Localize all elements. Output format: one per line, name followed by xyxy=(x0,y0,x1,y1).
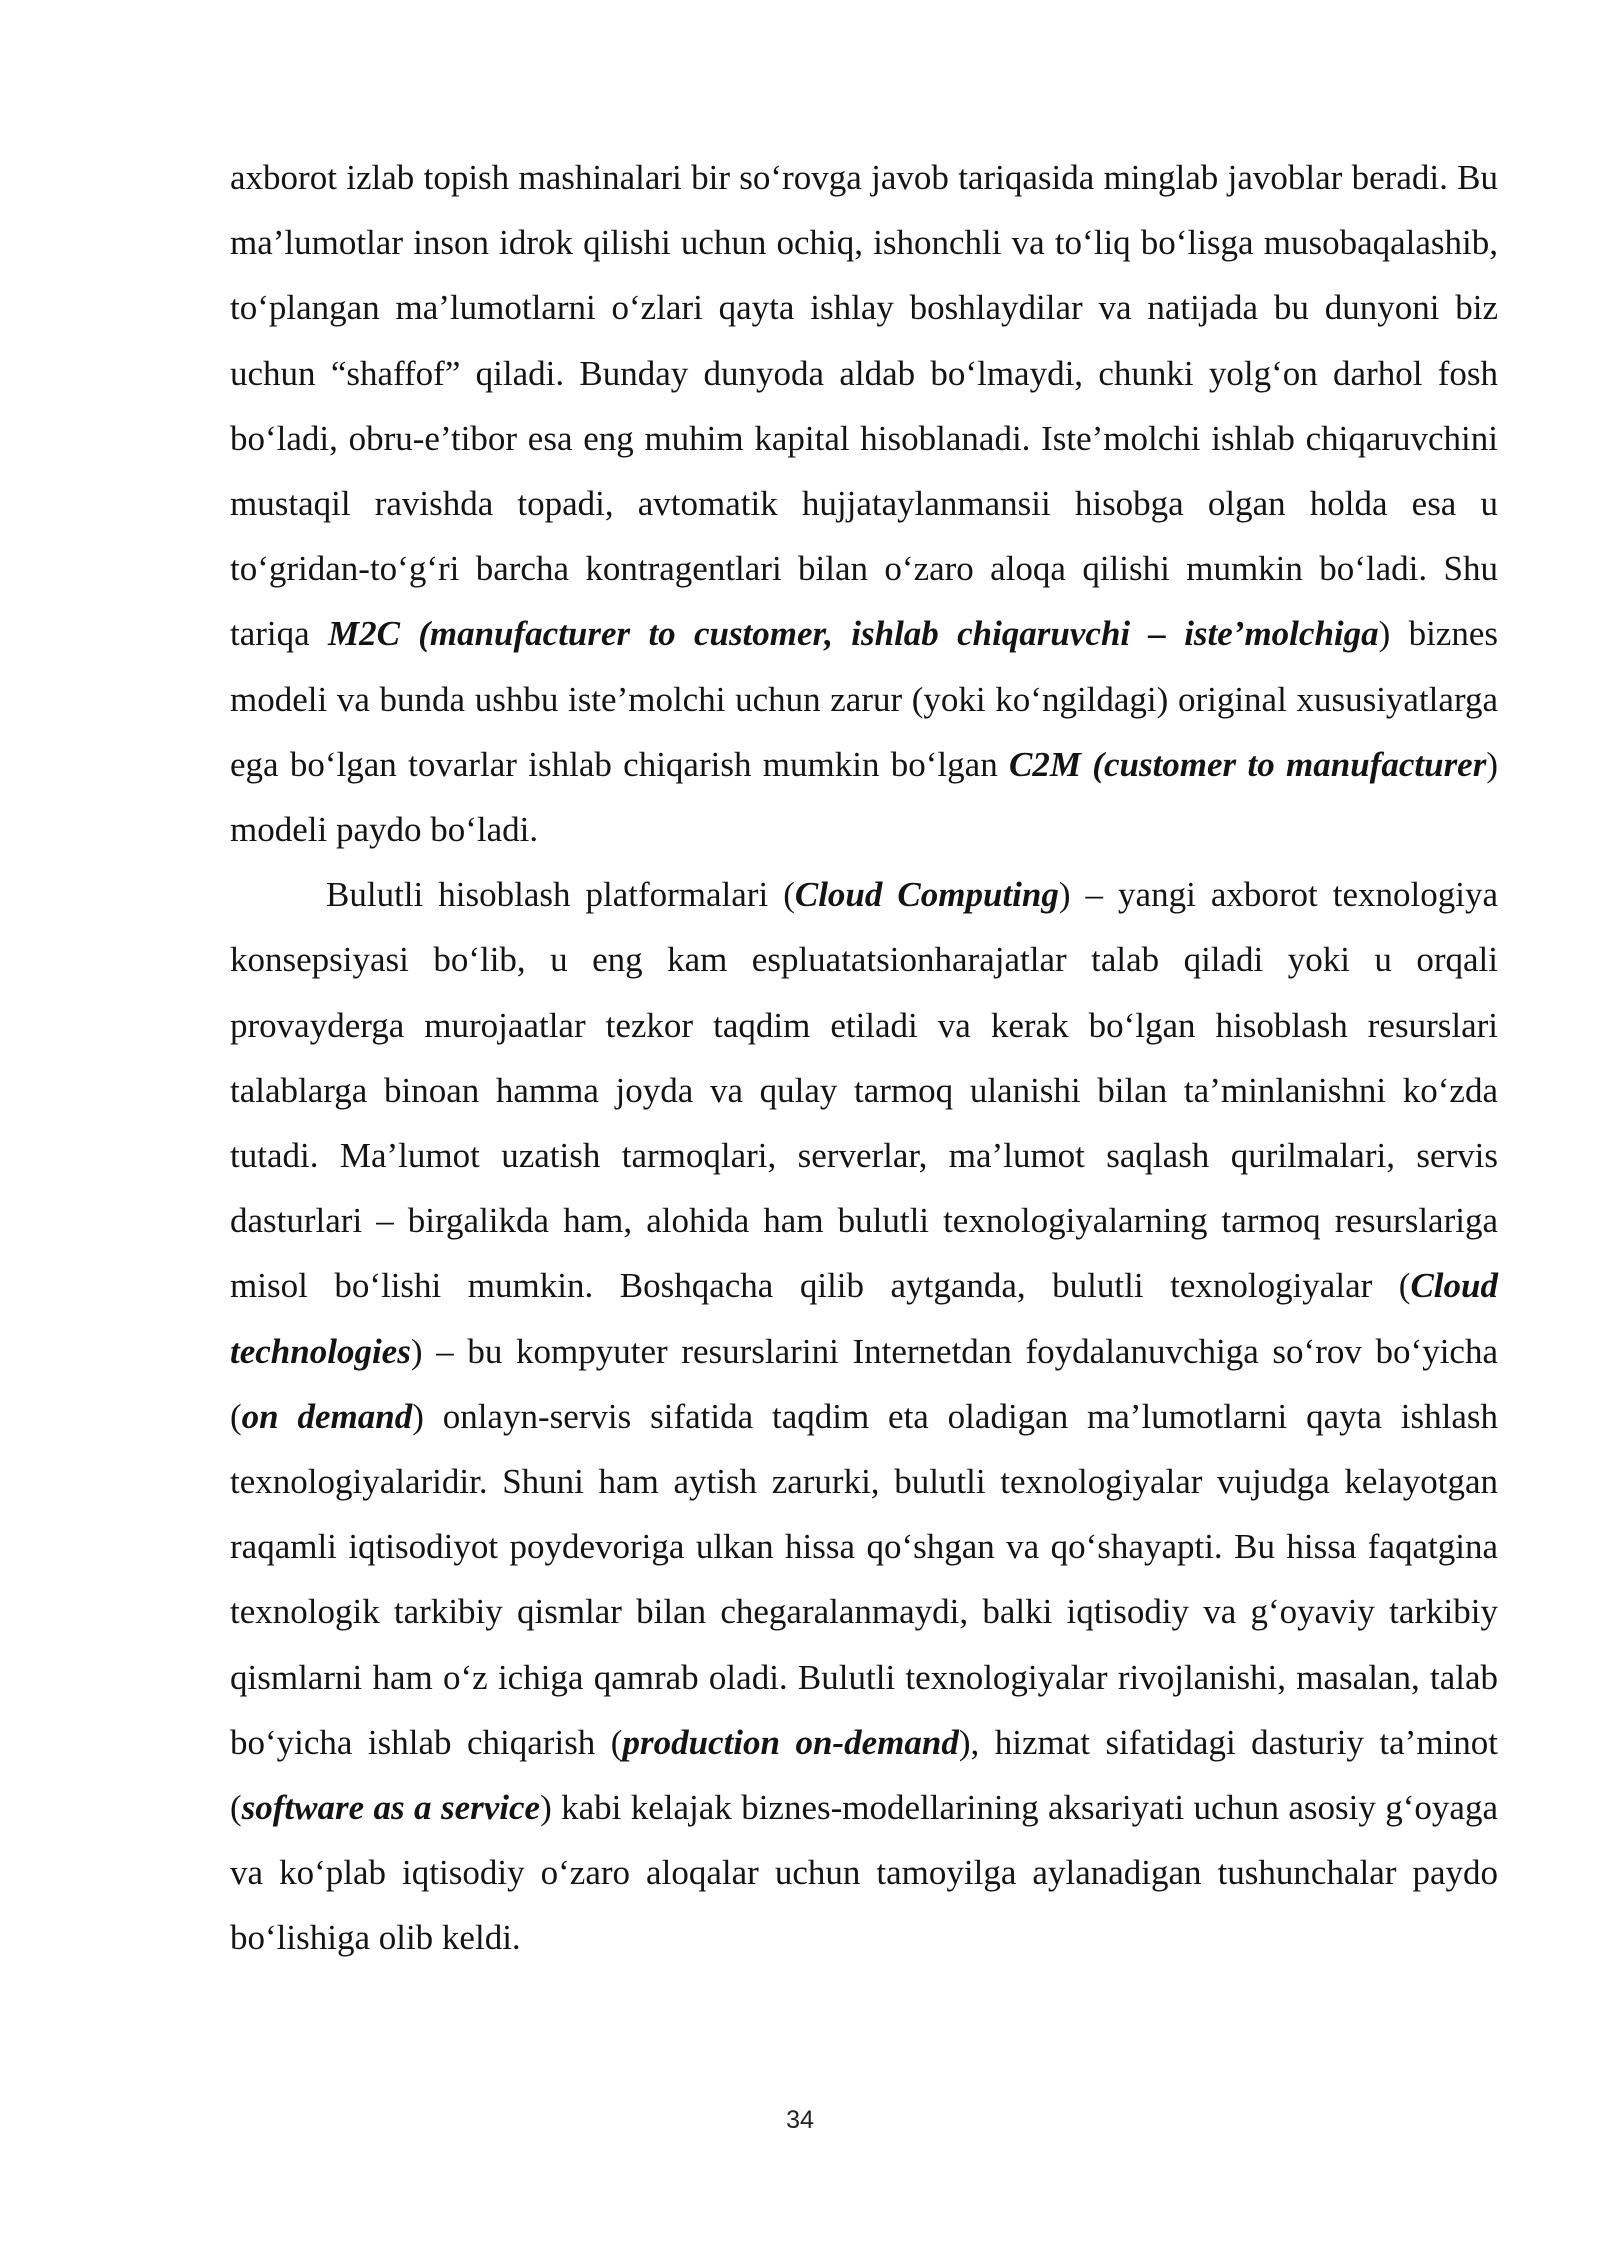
paragraph-2 xyxy=(230,862,1498,1970)
body-text xyxy=(230,145,1498,1971)
term-cloud-computing: Cloud Computing xyxy=(794,875,1059,915)
paragraph-1-text-2: ) biznes modeli va bunda ushbu iste’molchi uchun zarur (yoki ko‘ngildagi) original xususiyatlarga ega bo‘lgan tovarlar ishlab chiqarish mumkin bo‘lgan xyxy=(230,614,1498,784)
term-production-on-demand: production on-demand xyxy=(622,1722,959,1762)
paragraph-2-text-1: Bulutli hisoblash platformalari ( xyxy=(326,875,795,915)
paragraph-2-text-5: ), hizmat sifatidagi dasturiy ta’minot ( xyxy=(230,1722,1498,1828)
term-c2m: C2M (customer to manufacturer xyxy=(1009,744,1487,784)
paragraph-2-text-6: ) kabi kelajak biznes-modellarining aksariyati uchun asosiy g‘oyaga va ko‘plab iqtisodiy o‘zaro aloqalar uchun tamoyilga aylanadigan tushunchalar paydo bo‘lishiga olib keldi. xyxy=(230,1788,1498,1958)
term-cloud-technologies: Cloud technologies xyxy=(230,1266,1498,1371)
paragraph-1-text-3: ) modeli paydo bo‘ladi. xyxy=(230,744,1498,850)
term-m2c: M2C (manufacturer to customer, ishlab chiqaruvchi – iste’molchiga xyxy=(327,614,1379,654)
paragraph-2-text-4: ) onlayn-servis sifatida taqdim eta oladigan ma’lumotlarni qayta ishlash texnologiyalaridir. Shuni ham aytish zarurki, bulutli texnologiyalar vujudga kelayotgan raqamli iqtisodiyot poydevoriga ulkan hissa qo‘shgan va qo‘shayapti. Bu hissa faqatgina texnologik tarkibiy qismlar bilan chegaralanmaydi, balki iqtisodiy va g‘oyaviy tarkibiy qismlarni ham o‘z ichiga qamrab oladi. Bulutli texnologiyalar rivojlanishi, masalan, talab bo‘yicha ishlab chiqarish ( xyxy=(230,1396,1498,1762)
page-number: 34 xyxy=(786,2106,814,2134)
paragraph-2-text-2: ) – yangi axborot texnologiya konsepsiyasi bo‘lib, u eng kam espluatatsionharajatlar talab qiladi yoki u orqali provayderga murojaatlar tezkor taqdim etiladi va kerak bo‘lgan hisoblash resurslari talablarga binoan hamma joyda va qulay tarmoq ulanishi bilan ta’minlanishni ko‘zda tutadi. Ma’lumot uzatish tarmoqlari, serverlar, ma’lumot saqlash qurilmalari, servis dasturlari – birgalikda ham, alohida ham bulutli texnologiyalarning tarmoq resurslariga misol bo‘lishi mumkin. Boshqacha qilib aytganda, bulutli texnologiyalar ( xyxy=(230,875,1498,1306)
paragraph-1 xyxy=(230,145,1498,862)
paragraph-1-text-1: axborot izlab topish mashinalari bir so‘rovga javob tariqasida minglab javoblar beradi. Bu ma’lumotlar inson idrok qilishi uchun ochiq, ishonchli va to‘liq bo‘lisga musobaqalashib, to‘plangan ma’lumotlarni o‘zlari qayta ishlay boshlaydilar va natijada bu dunyoni biz uchun “shaffof” qiladi. Bunday dunyoda aldab bo‘lmaydi, chunki yolg‘on darhol fosh bo‘ladi, obru-e’tibor esa eng muhim kapital hisoblanadi. Iste’molchi ishlab chiqaruvchini mustaqil ravishda topadi, avtomatik hujjataylanmansii hisobga olgan holda esa u to‘gridan-to‘g‘ri barcha kontragentlari bilan o‘zaro aloqa qilishi mumkin bo‘ladi. Shu tariqa xyxy=(230,158,1498,654)
term-on-demand: on demand xyxy=(241,1396,413,1436)
paragraph-2-text-3: ) – bu kompyuter resurslarini Internetdan foydalanuvchiga so‘rov bo‘yicha ( xyxy=(230,1331,1498,1436)
term-software-as-a-service: software as a service xyxy=(241,1788,541,1828)
